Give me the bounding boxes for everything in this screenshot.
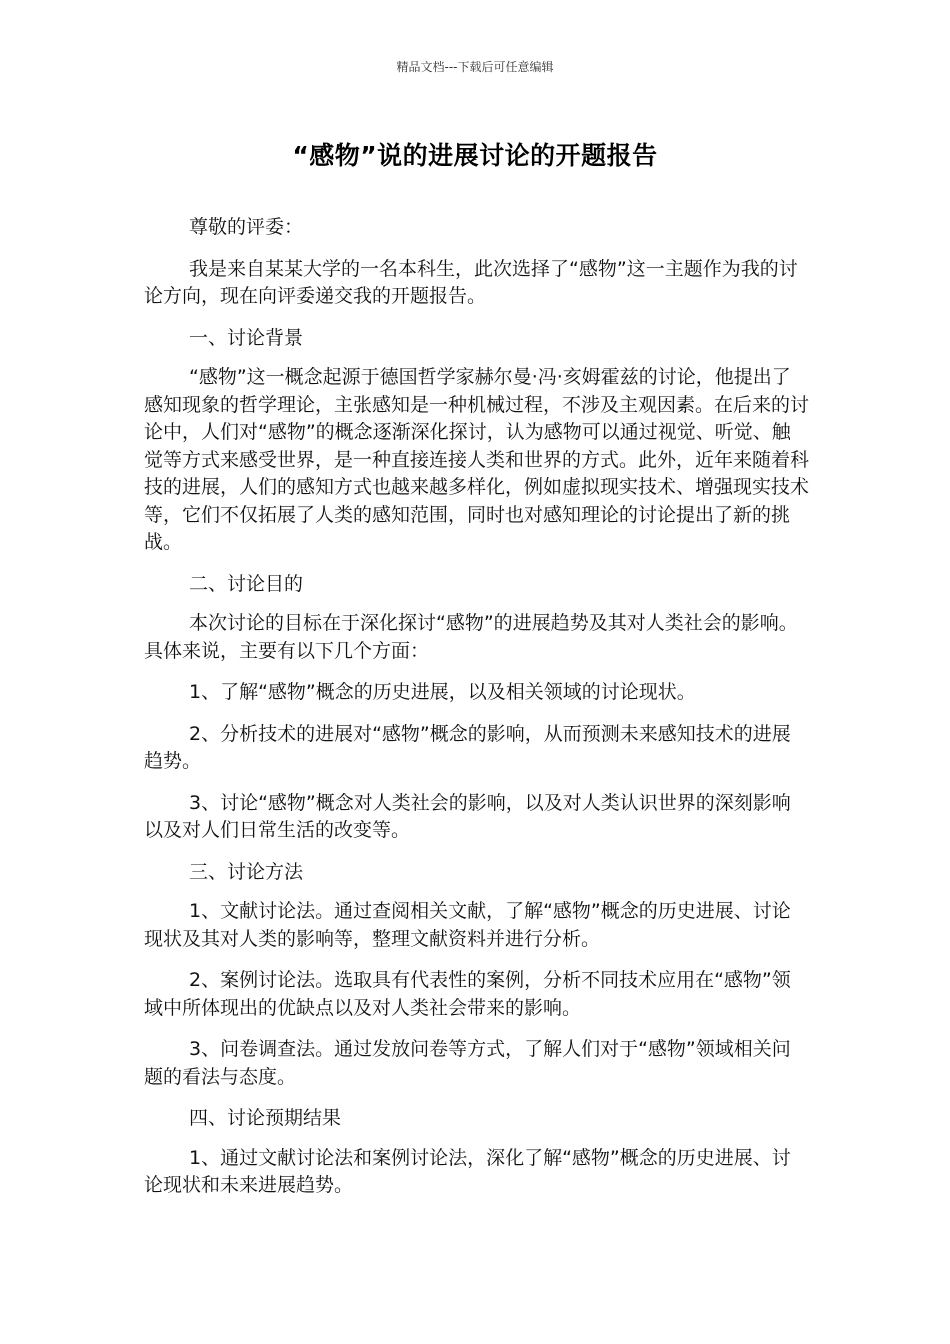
section-heading-background: 一、讨论背景 [189, 326, 304, 349]
method-item-3: 3、问卷调查法。通过发放问卷等方式，了解人们对于“感物”领域相关问题的看法与态度。 [144, 1038, 791, 1088]
section-heading-purpose: 二、讨论目的 [189, 572, 304, 595]
method-item-2: 2、案例讨论法。选取具有代表性的案例，分析不同技术应用在“感物”领域中所体现出的优缺点以及对人类社会带来的影响。 [144, 969, 791, 1019]
purpose-item-1: 1、了解“感物”概念的历史进展，以及相关领域的讨论现状。 [189, 681, 696, 703]
expected-result-item-1: 1、通过文献讨论法和案例讨论法，深化了解“感物”概念的历史进展、讨论现状和未来进展趋势。 [144, 1146, 791, 1196]
document-body [144, 214, 809, 1214]
section-heading-expected-results: 四、讨论预期结果 [189, 1107, 342, 1129]
intro-paragraph: 我是来自某某大学的一名本科生，此次选择了“感物”这一主题作为我的讨论方向，现在向评委递交我的开题报告。 [144, 257, 798, 307]
salutation: 尊敬的评委： [189, 216, 304, 238]
purpose-item-3: 3、讨论“感物”概念对人类社会的影响，以及对人类认识世界的深刻影响以及对人们日常生活的改变等。 [144, 791, 791, 841]
section-heading-method: 三、讨论方法 [189, 860, 304, 883]
document-title: “感物”说的进展讨论的开题报告 [292, 141, 658, 170]
purpose-item-2: 2、分析技术的进展对“感物”概念的影响，从而预测未来感知技术的进展趋势。 [144, 722, 791, 772]
background-paragraph: “感物”这一概念起源于德国哲学家赫尔曼·冯·亥姆霍兹的讨论，他提出了感知现象的哲学理论，主张感知是一种机械过程，不涉及主观因素。在后来的讨论中，人们对“感物”的概念逐渐深化探讨，认为感物可以通过视觉、听觉、触觉等方式来感受世界，是一种直接连接人类和世界的方式。此外，近年来随着科技的进展，人们的感知方式也越来越多样化，例如虚拟现实技术、增强现实技术等，它们不仅拓展了人类的感知范围，同时也对感知理论的讨论提出了新的挑战。 [144, 366, 810, 553]
method-item-1: 1、文献讨论法。通过查阅相关文献，了解“感物”概念的历史进展、讨论现状及其对人类的影响等，整理文献资料并进行分析。 [144, 900, 791, 950]
header-note: 精品文档---下载后可任意编辑 [396, 60, 554, 74]
purpose-paragraph: 本次讨论的目标在于深化探讨“感物”的进展趋势及其对人类社会的影响。具体来说，主要有以下几个方面： [144, 612, 798, 662]
